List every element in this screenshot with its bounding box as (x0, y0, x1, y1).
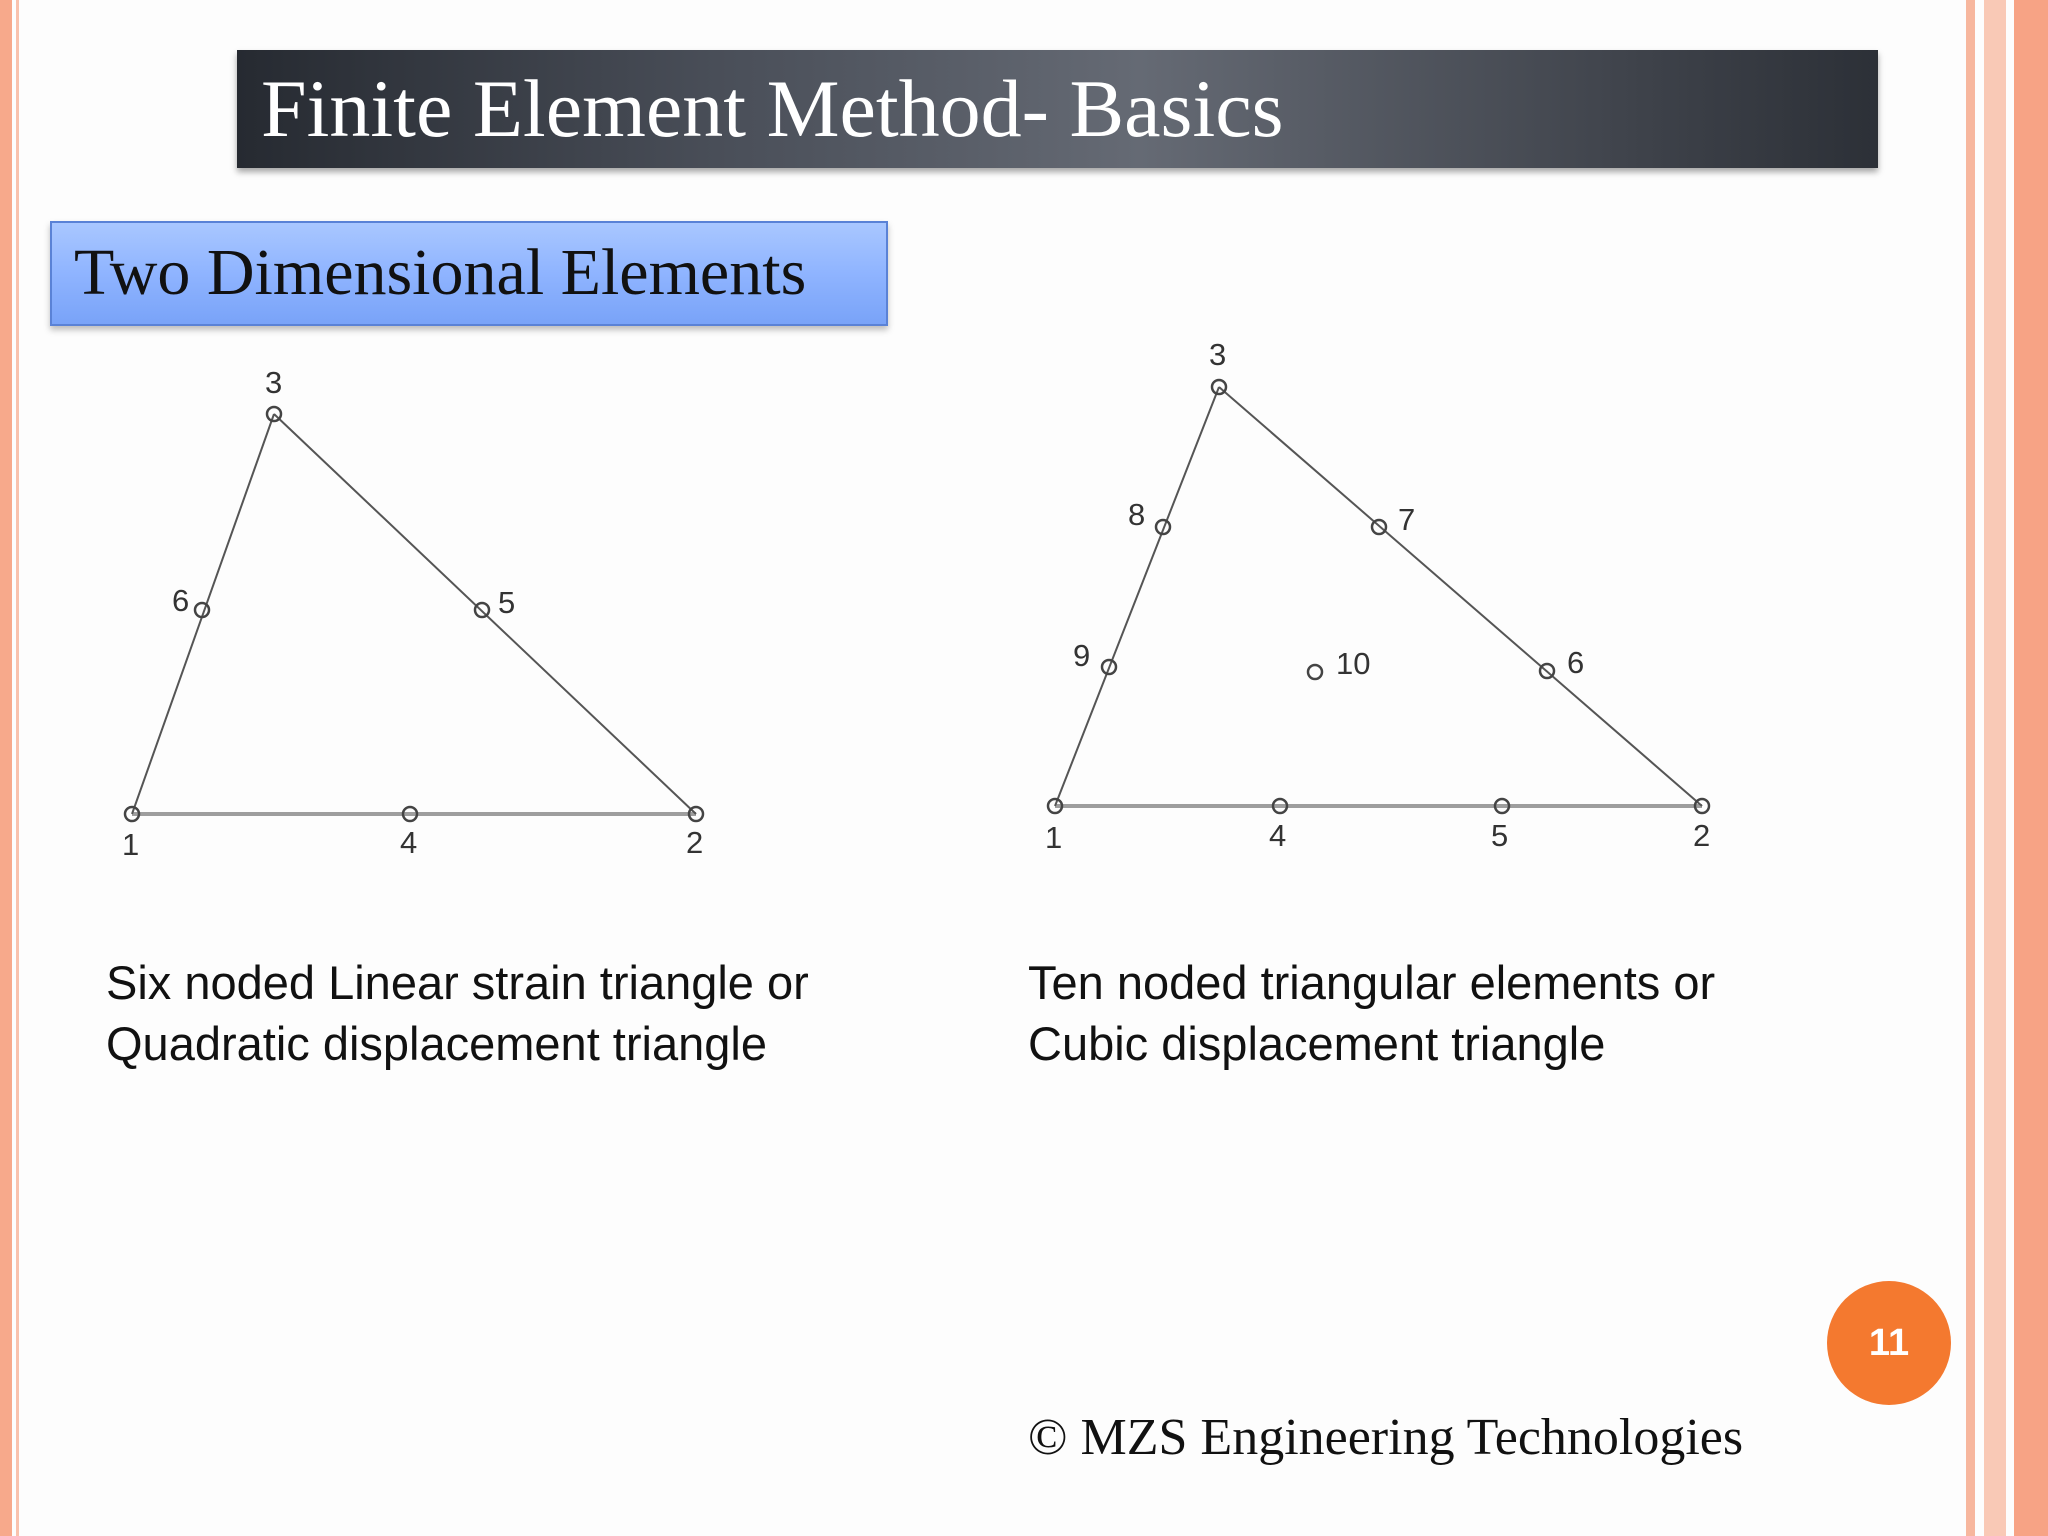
section-heading: Two Dimensional Elements (74, 236, 807, 309)
cdt-edge-1-3 (1055, 387, 1219, 806)
cdt-label-8: 8 (1128, 497, 1146, 532)
copyright-notice: © MZS Engineering Technologies (1028, 1409, 1744, 1466)
ten-node-triangle (1048, 380, 1709, 813)
lst-label-5: 5 (498, 585, 516, 620)
cdt-edge-2-3 (1219, 387, 1702, 806)
lst-label-6: 6 (172, 583, 190, 618)
cdt-label-10: 10 (1336, 646, 1371, 681)
slide-title: Finite Element Method- Basics (261, 63, 1284, 154)
six-node-triangle (125, 407, 703, 821)
left-caption-line-1: Six noded Linear strain triangle or (106, 956, 809, 1009)
cdt-label-3: 3 (1209, 337, 1227, 372)
right-caption-line-1: Ten noded triangular elements or (1028, 956, 1716, 1009)
lst-edge-2-3 (274, 414, 696, 814)
cdt-label-5: 5 (1491, 818, 1509, 853)
cdt-label-1: 1 (1045, 820, 1063, 855)
lst-label-4: 4 (400, 825, 418, 860)
left-caption-line-2: Quadratic displacement triangle (106, 1017, 767, 1070)
right-caption-line-2: Cubic displacement triangle (1028, 1017, 1606, 1070)
cdt-node-10 (1308, 665, 1322, 679)
lst-label-2: 2 (686, 825, 704, 860)
page-number: 11 (1868, 1322, 1910, 1364)
lst-label-3: 3 (265, 365, 283, 400)
left-caption (106, 952, 809, 1074)
right-caption (1028, 952, 1715, 1074)
page-number-badge (1827, 1281, 1951, 1405)
cdt-label-9: 9 (1073, 638, 1091, 673)
cdt-label-6: 6 (1567, 645, 1585, 680)
cdt-label-7: 7 (1398, 502, 1416, 537)
cdt-label-2: 2 (1693, 818, 1711, 853)
lst-edge-1-3 (132, 414, 274, 814)
ten-node-labels (1045, 337, 1710, 855)
cdt-label-4: 4 (1269, 818, 1287, 853)
lst-label-1: 1 (122, 827, 140, 862)
